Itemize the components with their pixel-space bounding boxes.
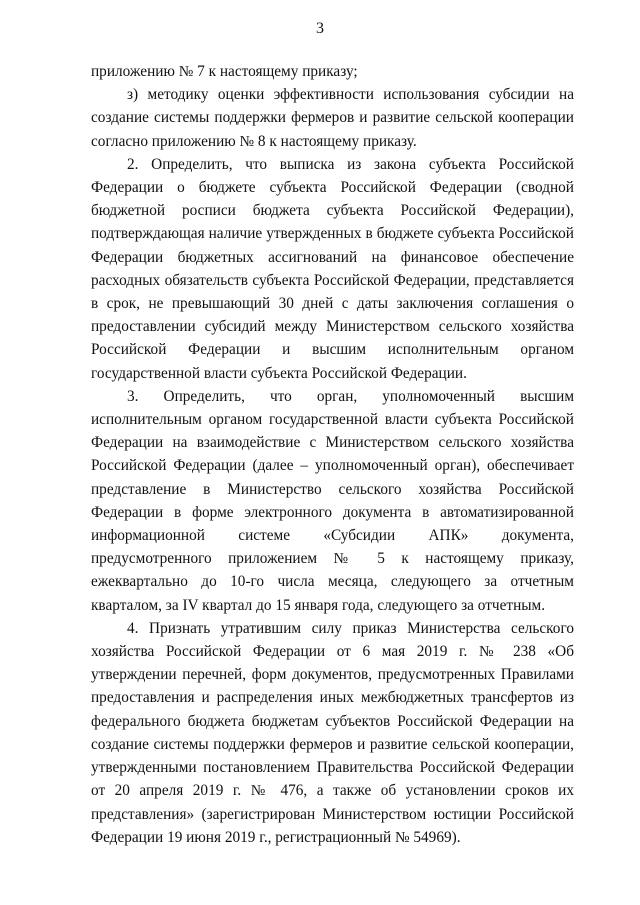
- paragraph-clause-3: 3. Определить, что орган, уполномоченный высшим исполнительным органом государственной власти субъекта Российской Федерации на взаимодействие с Министерством сельского хозяйства Российской Федерации (далее – уполномоченный орган), обеспечивает представление в Министерство сельского хозяйства Российской Федерации в форме электронного документа в автоматизированной информационной системе «Субсидии АПК» документа, предусмотренного приложением № 5 к настоящему приказу, ежеквартально до 10-го числа месяца, следующего за отчетным кварталом, за IV квартал до 15 января года, следующего за отчетным.: [91, 387, 574, 614]
- page-number: 3: [316, 20, 324, 37]
- document-body: [91, 60, 574, 849]
- paragraph-clause-2: 2. Определить, что выписка из закона субъекта Российской Федерации о бюджете субъекта Российской Федерации (сводной бюджетной росписи бюджета субъекта Российской Федерации), подтверждающая наличие утвержденных в бюджете субъекта Российской Федерации бюджетных ассигнований на финансовое обеспечение расходных обязательств субъекта Российской Федерации, представляется в срок, не превышающий 30 дней с даты заключения соглашения о предоставлении субсидий между Министерством сельского хозяйства Российской Федерации и высшим исполнительным органом государственной власти субъекта Российской Федерации.: [91, 155, 574, 382]
- paragraph-continuation: приложению № 7 к настоящему приказу;: [91, 63, 358, 80]
- paragraph-clause-4: 4. Признать утратившим силу приказ Министерства сельского хозяйства Российской Федерации от 6 мая 2019 г. № 238 «Об утверждении перечней, форм документов, предусмотренных Правилами предоставления и распределения иных межбюджетных трансфертов из федерального бюджета бюджетам субъектов Российской Федерации на создание системы поддержки фермеров и развитие сельской кооперации, утвержденными постановлением Правительства Российской Федерации от 20 апреля 2019 г. № 476, а также об установлении сроков их представления» (зарегистрирован Министерством юстиции Российской Федерации 19 июня 2019 г., регистрационный № 54969).: [91, 619, 574, 846]
- paragraph-item-z: з) методику оценки эффективности использования субсидии на создание системы поддержки фермеров и развитие сельской кооперации согласно приложению № 8 к настоящему приказу.: [91, 86, 574, 150]
